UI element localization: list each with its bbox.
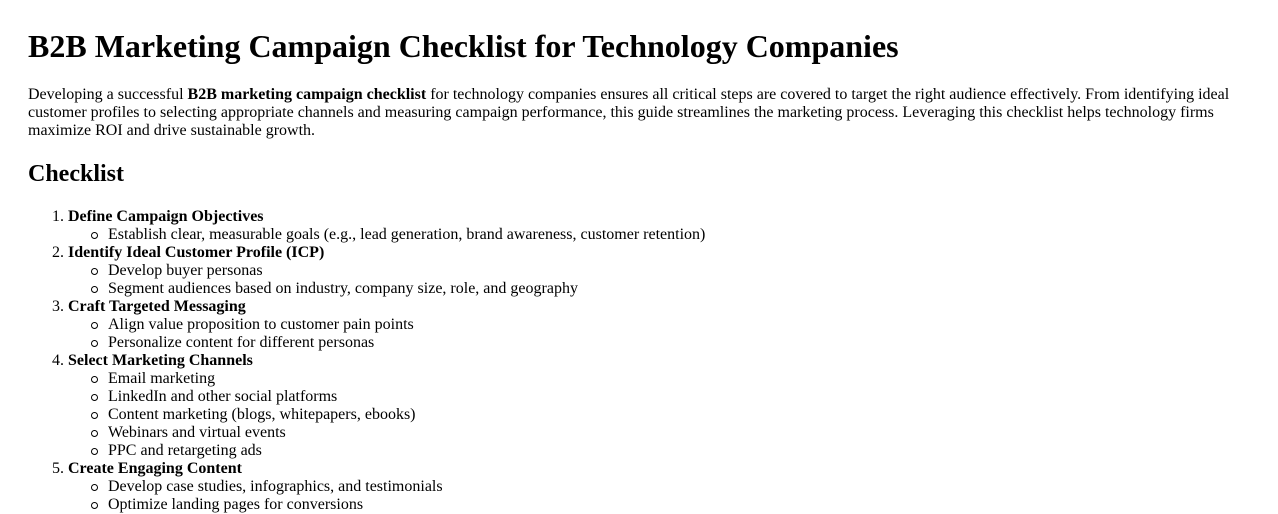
step-title: Select Marketing Channels	[68, 352, 253, 369]
sublist-item	[108, 280, 1250, 298]
checklist-step	[52, 298, 1250, 352]
circle-bullet-icon	[91, 448, 98, 455]
sublist-item-text: Establish clear, measurable goals (e.g., lead generation, brand awareness, customer retention)	[108, 226, 706, 243]
intro-paragraph	[28, 86, 1250, 140]
checklist	[28, 208, 1250, 514]
checklist-step	[52, 460, 1250, 514]
circle-bullet-icon	[91, 394, 98, 401]
step-number	[28, 208, 68, 226]
step-number	[28, 352, 68, 370]
sublist-item-text: Personalize content for different personas	[108, 334, 375, 351]
intro-text-before: Developing a successful	[28, 86, 188, 103]
sublist-item-text: Webinars and virtual events	[108, 424, 286, 441]
step-sublist	[68, 262, 1250, 298]
circle-bullet-icon	[91, 232, 98, 239]
step-title: Create Engaging Content	[68, 460, 242, 477]
page-title: B2B Marketing Campaign Checklist for Technology Companies	[28, 28, 899, 64]
sublist-item-text: Content marketing (blogs, whitepapers, ebooks)	[108, 406, 416, 423]
step-number-text: 2.	[52, 244, 64, 261]
intro-bold-keyword: B2B marketing campaign checklist	[187, 86, 427, 103]
document-page	[28, 0, 1250, 514]
sublist-item	[108, 262, 1250, 280]
circle-bullet-icon	[91, 502, 98, 509]
sublist-item-text: LinkedIn and other social platforms	[108, 388, 338, 405]
sublist-item	[108, 424, 1250, 442]
step-number-text: 3.	[52, 298, 64, 315]
circle-bullet-icon	[91, 340, 98, 347]
step-number	[28, 244, 68, 262]
sublist-item	[108, 226, 1250, 244]
step-sublist	[68, 316, 1250, 352]
sublist-item	[108, 388, 1250, 406]
checklist-step	[52, 352, 1250, 460]
step-number-text: 5.	[52, 460, 64, 477]
sublist-item-text: Develop buyer personas	[108, 262, 263, 279]
sublist-item	[108, 478, 1250, 496]
sublist-item-text: Email marketing	[108, 370, 216, 387]
step-sublist	[68, 226, 1250, 244]
step-title: Identify Ideal Customer Profile (ICP)	[68, 244, 325, 261]
sublist-item	[108, 370, 1250, 388]
circle-bullet-icon	[91, 376, 98, 383]
sublist-item	[108, 442, 1250, 460]
circle-bullet-icon	[91, 484, 98, 491]
sublist-item-text: Develop case studies, infographics, and testimonials	[108, 478, 443, 495]
circle-bullet-icon	[91, 286, 98, 293]
step-sublist	[68, 478, 1250, 514]
circle-bullet-icon	[91, 412, 98, 419]
sublist-item	[108, 406, 1250, 424]
step-number	[28, 460, 68, 478]
circle-bullet-icon	[91, 322, 98, 329]
sublist-item-text: Segment audiences based on industry, company size, role, and geography	[108, 280, 578, 297]
step-sublist	[68, 370, 1250, 460]
step-number	[28, 298, 68, 316]
checklist-heading: Checklist	[28, 161, 124, 187]
sublist-item	[108, 316, 1250, 334]
sublist-item	[108, 334, 1250, 352]
step-title: Craft Targeted Messaging	[68, 298, 246, 315]
sublist-item-text: PPC and retargeting ads	[108, 442, 262, 459]
step-number-text: 1.	[52, 208, 64, 225]
sublist-item-text: Optimize landing pages for conversions	[108, 496, 364, 513]
checklist-step	[52, 244, 1250, 298]
circle-bullet-icon	[91, 268, 98, 275]
step-number-text: 4.	[52, 352, 64, 369]
intro-text-after: for technology companies ensures all critical steps are covered to target the right audience effectively. From identifying ideal customer profiles to selecting appropriate channels and measuring campaign performance, this guide streamlines the marketing process. Leveraging this checklist helps technology firms maximize ROI and drive sustainable growth.	[28, 86, 1230, 139]
step-title: Define Campaign Objectives	[68, 208, 264, 225]
checklist-step	[52, 208, 1250, 244]
sublist-item-text: Align value proposition to customer pain points	[108, 316, 414, 333]
circle-bullet-icon	[91, 430, 98, 437]
sublist-item	[108, 496, 1250, 514]
